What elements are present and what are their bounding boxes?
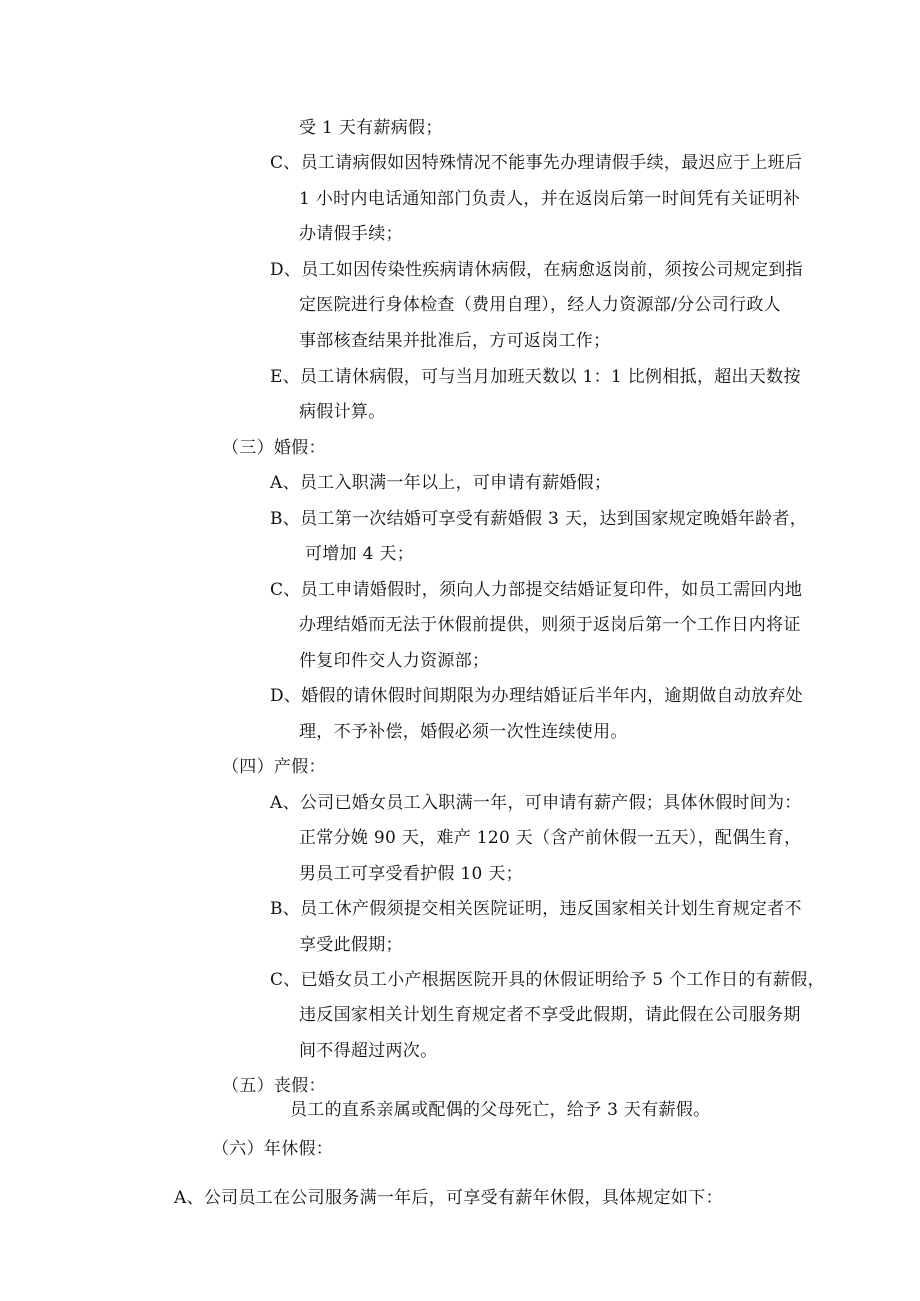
section-maternity-leave-heading: （四）产假： (222, 757, 326, 777)
annual-leave-item-a: A、公司员工在公司服务满一年后，可享受有薪年休假，具体规定如下： (174, 1188, 723, 1208)
marriage-leave-item-c: C、员工申请婚假时，须向人力部提交结婚证复印件，如员工需回内地 (270, 580, 803, 600)
sick-leave-item-e-cont: 病假计算。 (299, 402, 386, 422)
marriage-leave-item-a: A、员工入职满一年以上，可申请有薪婚假； (270, 473, 612, 493)
maternity-leave-item-a-cont2: 男员工可享受看护假 10 天； (299, 864, 523, 884)
sick-leave-item-c-cont1: 1 小时内电话通知部门负责人，并在返岗后第一时间凭有关证明补 (299, 189, 801, 209)
marriage-leave-item-c-cont2: 件复印件交人力资源部； (299, 651, 490, 671)
sick-leave-item-c-cont2: 办请假手续； (299, 224, 403, 244)
maternity-leave-item-a: A、公司已婚女员工入职满一年，可申请有薪产假；具体休假时间为： (270, 793, 802, 813)
section-marriage-leave-heading: （三）婚假： (222, 438, 326, 458)
sick-leave-a-cont: 受 1 天有薪病假； (299, 118, 443, 138)
maternity-leave-item-b-cont: 享受此假期； (299, 935, 403, 955)
sick-leave-item-d-cont2: 事部核查结果并批准后，方可返岗工作； (299, 331, 611, 351)
maternity-leave-item-b: B、员工休产假须提交相关医院证明，违反国家相关计划生育规定者不 (270, 899, 802, 919)
maternity-leave-item-c: C、已婚女员工小产根据医院开具的休假证明给予 5 个工作日的有薪假， (270, 970, 825, 990)
marriage-leave-item-b: B、员工第一次结婚可享受有薪婚假 3 天，达到国家规定晚婚年龄者， (270, 509, 808, 529)
maternity-leave-item-c-cont1: 违反国家相关计划生育规定者不享受此假期，请此假在公司服务期 (299, 1005, 801, 1025)
marriage-leave-item-c-cont1: 办理结婚而无法于休假前提供，则须于返岗后第一个工作日内将证 (299, 615, 801, 635)
sick-leave-item-e: E、员工请休病假，可与当月加班天数以 1：1 比例相抵，超出天数按 (270, 367, 801, 387)
bereavement-leave-text: 员工的直系亲属或配偶的父母死亡，给予 3 天有薪假。 (290, 1100, 711, 1120)
sick-leave-item-d-cont1: 定医院进行身体检查（费用自理），经人力资源部/分公司行政人 (299, 295, 781, 315)
sick-leave-item-d: D、员工如因传染性疾病请休病假，在病愈返岗前，须按公司规定到指 (270, 260, 803, 280)
maternity-leave-item-a-cont1: 正常分娩 90 天，难产 120 天（含产前休假一五天），配偶生育， (299, 828, 802, 848)
maternity-leave-item-c-cont2: 间不得超过两次。 (299, 1041, 438, 1061)
marriage-leave-item-d-cont: 理，不予补偿，婚假必须一次性连续使用。 (299, 722, 628, 742)
marriage-leave-item-d: D、婚假的请休假时间期限为办理结婚证后半年内，逾期做自动放弃处 (270, 686, 803, 706)
section-bereavement-leave-heading: （五）丧假： (222, 1076, 326, 1096)
sick-leave-item-c: C、员工请病假如因特殊情况不能事先办理请假手续，最迟应于上班后 (270, 153, 803, 173)
section-annual-leave-heading: （六）年休假： (212, 1139, 334, 1159)
marriage-leave-item-b-cont: 可增加 4 天； (305, 544, 415, 564)
